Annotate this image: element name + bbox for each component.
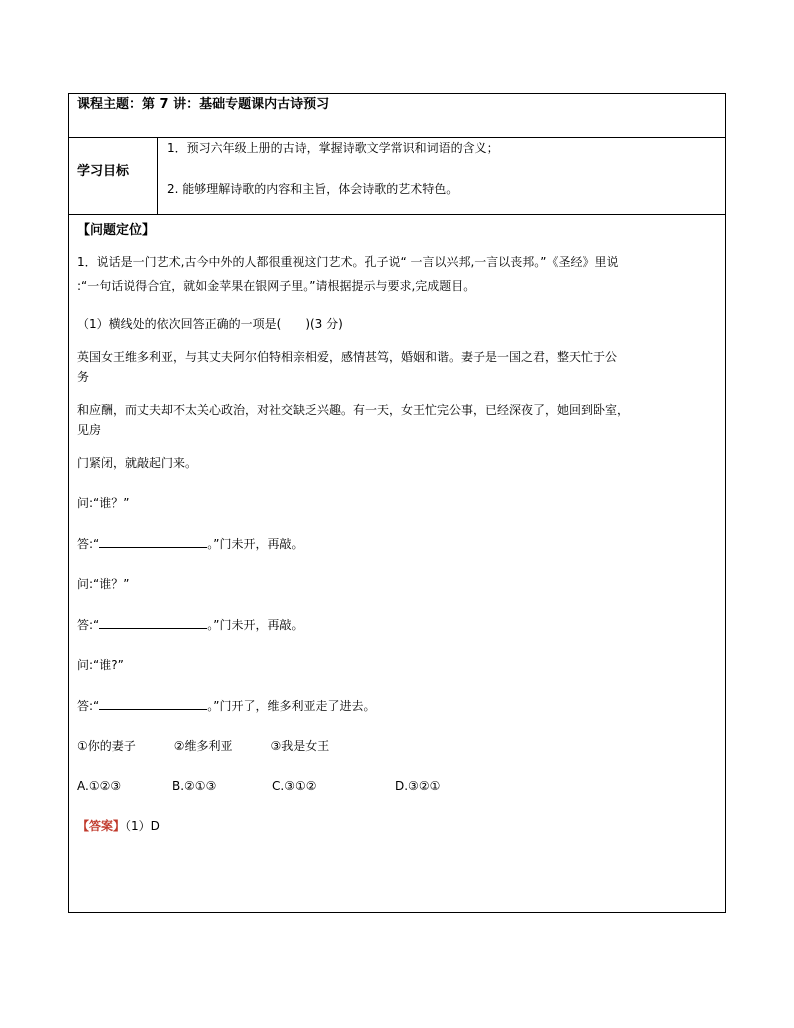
problem-section: [77, 222, 719, 834]
story-line: 见房: [77, 423, 102, 437]
objectives-label: 学习目标: [77, 164, 130, 179]
dialog-question: 问:“谁？”: [77, 496, 130, 510]
answer-line: [77, 818, 719, 834]
dialog-answer: 答:“ 。”门未开，再敲。: [77, 537, 304, 551]
answer-label: 【答案】: [77, 819, 126, 833]
dialog-answer: 答:“ 。”门未开，再敲。: [77, 618, 304, 632]
choice-b[interactable]: B.②①③: [172, 779, 217, 793]
dialog-answer: 答:“ 。”门开了，维多利亚走了进去。: [77, 699, 376, 713]
dialog-question: 问:“谁？”: [77, 577, 130, 591]
question-text: （1）横线处的依次回答正确的一项是( )(3 分): [77, 317, 343, 331]
column-divider: [157, 137, 158, 214]
row-divider: [69, 137, 725, 138]
intro-line: :“一句话说得合宜，就如金苹果在银网子里。”请根据提示与要求,完成题目。: [77, 279, 476, 293]
choice-d[interactable]: D.③②①: [395, 779, 441, 793]
row-divider: [69, 214, 725, 215]
choice-list: [77, 778, 719, 794]
objective-item: 1．预习六年级上册的古诗，掌握诗歌文学常识和词语的含义；: [167, 141, 499, 155]
answer-blank[interactable]: [99, 535, 207, 548]
answer-value: （1）D: [125, 819, 160, 833]
story-line: 和应酬，而丈夫却不太关心政治，对社交缺乏兴趣。有一天，女王忙完公事，已经深夜了，她回到卧室，: [77, 403, 630, 417]
dialog-question: 问:“谁?”: [77, 658, 124, 672]
section-heading: 【问题定位】: [77, 223, 156, 238]
story-line: 门紧闭，就敲起门来。: [77, 456, 198, 470]
story-line: 务: [77, 370, 90, 384]
choice-c[interactable]: C.③①②: [272, 779, 317, 793]
story-line: 英国女王维多利亚，与其丈夫阿尔伯特相亲相爱，感情甚笃，婚姻和谐。妻子是一国之君，整天忙于公: [77, 350, 618, 364]
choice-a[interactable]: A.①②③: [77, 779, 122, 793]
answer-blank[interactable]: [99, 616, 207, 629]
course-title: 课程主题：第 7 讲：基础专题课内古诗预习: [77, 97, 330, 112]
intro-line: 1．说话是一门艺术,古今中外的人都很重视这门艺术。孔子说“ 一言以兴邦,一言以丧邦。”《圣经》里说: [77, 255, 619, 269]
option-item: ①你的妻子: [77, 739, 136, 753]
lesson-table: [68, 93, 726, 913]
option-item: ②维多利亚: [173, 739, 233, 753]
answer-blank[interactable]: [99, 697, 207, 710]
option-item: ③我是女王: [270, 739, 330, 753]
option-list: [77, 738, 719, 754]
objective-item: 2. 能够理解诗歌的内容和主旨，体会诗歌的艺术特色。: [167, 182, 459, 196]
